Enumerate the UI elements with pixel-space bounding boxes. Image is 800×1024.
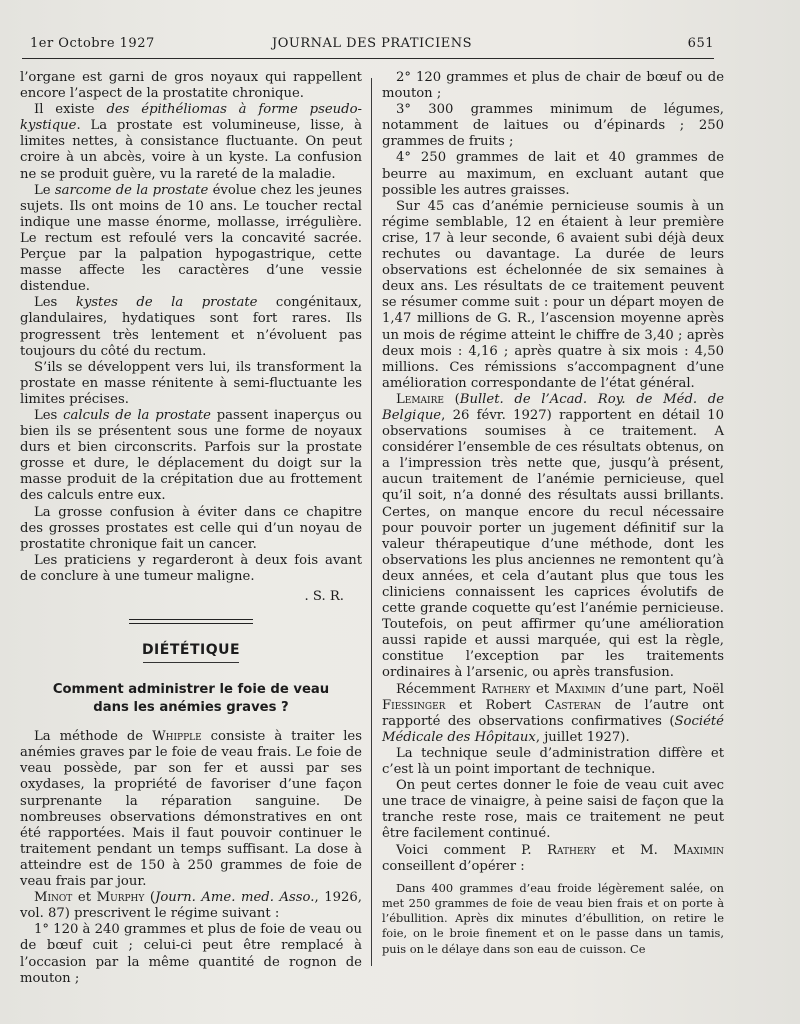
paragraph: Les praticiens y regarderont à deux fois avant de conclure à une tumeur maligne. (20, 552, 362, 584)
paragraph: Récemment Rathery et Maximin d’une part, Noël Fiessinger et Robert Casteran de l’autre ont rapporté des observations confirmatives (Société Médicale des Hôpitaux, juillet 1927). (382, 681, 724, 745)
running-header (30, 36, 714, 56)
section-title: DIÉTÉTIQUE (141, 642, 241, 659)
header-page-number: 651 (687, 36, 714, 51)
paragraph: Minot et Murphy (Journ. Ame. med. Asso., 1926, vol. 87) prescrivent le régime suivant : (20, 890, 362, 922)
paragraph: S’ils se développent vers lui, ils transforment la prostate en masse rénitente à semi-fluctuante les limites précises. (20, 359, 362, 407)
article-title: Comment administrer le foie de veau dans les anémies graves ? (52, 682, 330, 716)
paragraph: 4° 250 grammes de lait et 40 grammes de beurre au maximum, en excluant autant que possible les autres graisses. (382, 150, 724, 198)
column-divider (371, 78, 372, 966)
header-rule (22, 58, 714, 59)
section-title-rule (143, 662, 239, 663)
paragraph: La grosse confusion à éviter dans ce chapitre des grosses prostates est celle qui d’un noyau de prostatite chronique fait un cancer. (20, 504, 362, 552)
paragraph: Voici comment P. Rathery et M. Maximin conseillent d’opérer : (382, 842, 724, 874)
recipe-paragraph: Dans 400 grammes d’eau froide légèrement salée, on met 250 grammes de foie de veau bien frais et on porte à l’ébullition. Après dix minutes d’ébullition, on retire le foie, on le broie finement et on le passe dans un tamis, puis on le délaye dans son eau de cuisson. Ce (382, 880, 724, 956)
paragraph: La méthode de Whipple consiste à traiter les anémies graves par le foie de veau frais. Le foie de veau possède, par son fer et aussi par ses oxydases, la propriété de favoriser d’une façon surprenante la réparation sanguine. De nombreuses observations démonstratives en ont été rapportées. Mais il faut pouvoir continuer le traitement pendant un temps suffisant. La dose à atteindre est de 150 à 250 grammes de foie de veau frais par jour. (20, 729, 363, 890)
author-signature: . S. R. (304, 589, 344, 604)
double-rule-separator (129, 619, 253, 624)
paragraph: Les calculs de la prostate passent inaperçus ou bien ils se présentent sous une forme de noyaux durs et bien circonscrits. Parfois sur la prostate grosse et dure, le déplacement du doigt sur la masse produit de la crépitation due au frottement des calculs entre eux. (20, 407, 362, 504)
paragraph: Il existe des épithéliomas à forme pseudo-kystique. La prostate est volumineuse, lisse, à limites nettes, à consistance fluctuante. On peut croire à un abcès, voire à un kyste. La confusion ne se produit guère, vu la rareté de la maladie. (20, 102, 362, 182)
paragraph: l’organe est garni de gros noyaux qui rappellent encore l’aspect de la prostatite chronique. (20, 70, 362, 102)
paragraph: Les kystes de la prostate congénitaux, glandulaires, hydatiques sont fort rares. Ils progressent très lentement et n’évoluent pas toujours du côté du rectum. (20, 295, 362, 359)
paragraph: 1° 120 à 240 grammes et plus de foie de veau ou de bœuf cuit ; celui-ci peut être remplacé à l’occasion par la même quantité de rognon de mouton ; (20, 922, 362, 986)
paragraph: 3° 300 grammes minimum de légumes, notamment de laitues ou d’épinards ; 250 grammes de fruits ; (382, 102, 724, 150)
paragraph: Lemaire (Bullet. de l’Acad. Roy. de Méd. de Belgique, 26 févr. 1927) rapportent en détail 10 observations soumises à ce traitement. A considérer l’ensemble de ces résultats obtenus, on a l’impression très nette que, jusqu’à présent, aucun traitement de l’anémie pernicieuse, quel qu’il soit, n’a donné des résultats aussi brillants. Certes, on manque encore du recul nécessaire pour pouvoir porter un jugement définitif sur la valeur thérapeutique d’une méthode, dont les observations les plus anciennes ne remontent qu’à deux années, et cela d’autant plus que tous les cliniciens connaissent les caprices évolutifs de cette grande coquette qu’est l’anémie pernicieuse. Toutefois, on peut affirmer qu’une amélioration aussi rapide et aussi marquée, qui est la règle, constitue l’exception par les traitements ordinaires à l’arsenic, ou après transfusion. (382, 391, 724, 681)
paragraph: On peut certes donner le foie de veau cuit avec une trace de vinaigre, à peine saisi de façon que la tranche reste rose, mais ce traitement ne peut être facilement continué. (382, 778, 724, 842)
paragraph: Le sarcome de la prostate évolue chez les jeunes sujets. Ils ont moins de 10 ans. Le toucher rectal indique une masse énorme, mollasse, irrégulière. Le rectum est refoulé vers la concavité sacrée. Perçue par la palpation hypogastrique, cette masse affecte les caractères d’une vessie distendue. (20, 182, 362, 295)
right-column (382, 70, 724, 957)
header-journal-title: JOURNAL DES PRATICIENS (272, 36, 472, 51)
paragraph: La technique seule d’administration diffère et c’est là un point important de technique. (382, 745, 724, 778)
header-date: 1er Octobre 1927 (30, 36, 155, 51)
left-column (20, 70, 362, 987)
paragraph: Sur 45 cas d’anémie pernicieuse soumis à un régime semblable, 12 en étaient à leur première crise, 17 à leur seconde, 6 avaient subi déjà deux rechutes ou davantage. La durée de leurs observations est échelonnée de six semaines à deux ans. Les résultats de ce traitement peuvent se résumer comme suit : pour un départ moyen de 1,47 millions de G. R., l’ascension moyenne après un mois de régime atteint le chiffre de 3,40 ; après deux mois : 4,16 ; après quatre à six mois : 4,50 millions. Ces rémissions s’accompagnent d’une amélioration correspondante de l’état général. (382, 198, 724, 391)
paragraph: 2° 120 grammes et plus de chair de bœuf ou de mouton ; (382, 70, 724, 102)
